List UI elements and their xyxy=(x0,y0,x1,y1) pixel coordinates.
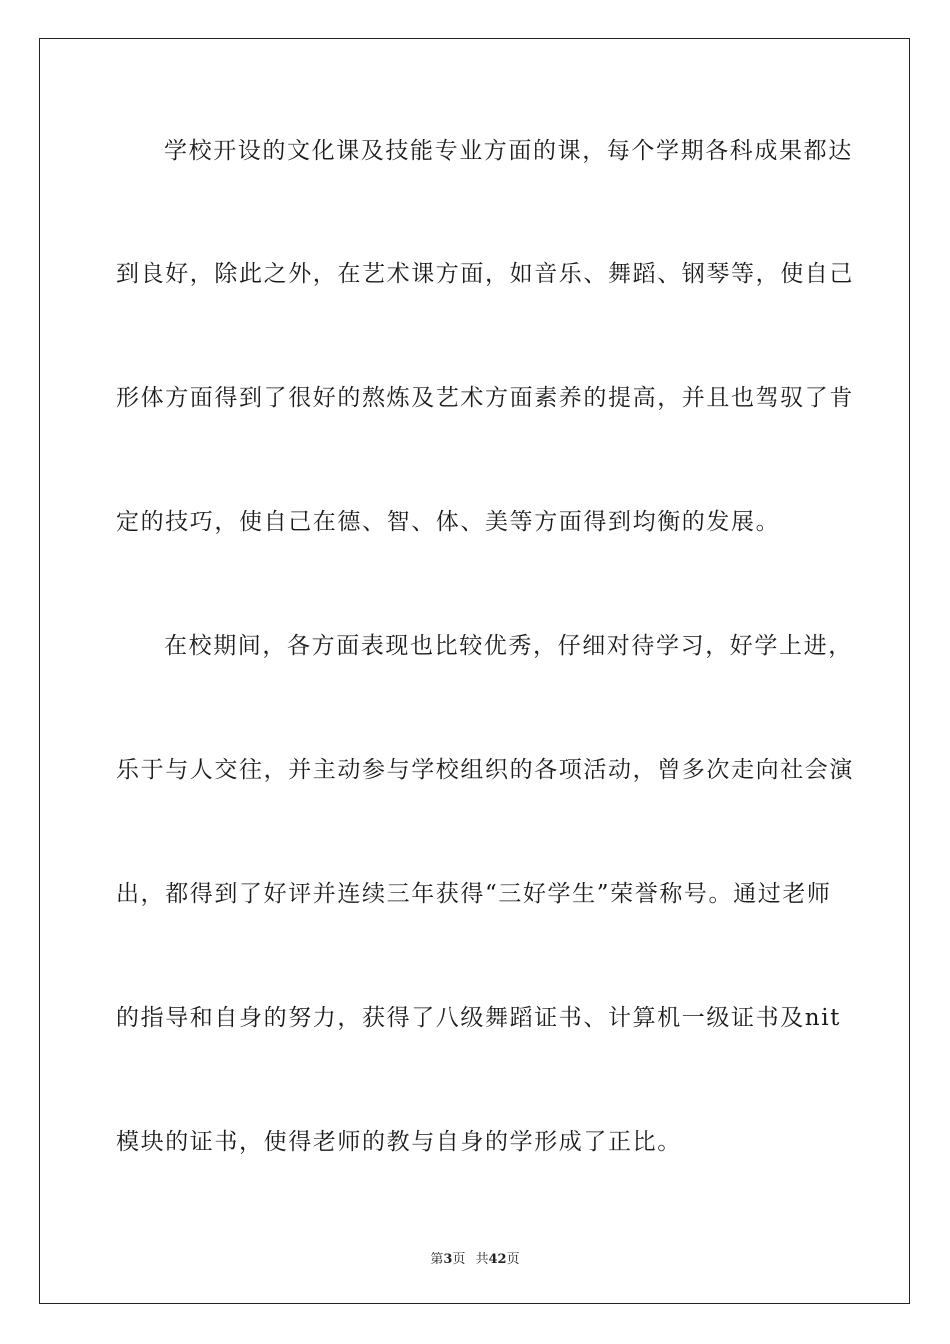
text-line: 定的技巧，使自己在德、智、体、美等方面得到均衡的发展。 xyxy=(116,509,781,535)
text-line: 在校期间，各方面表现也比较优秀，仔细对待学习，好学上进， xyxy=(164,633,853,659)
text-line: 到良好，除此之外，在艺术课方面，如音乐、舞蹈、钢琴等，使自己 xyxy=(116,261,854,287)
text-line: 形体方面得到了很好的熬炼及艺术方面素养的提高，并且也驾驭了肯 xyxy=(116,385,854,411)
text-line: 的指导和自身的努力，获得了八级舞蹈证书、计算机一级证书及nit xyxy=(116,1005,842,1031)
text-line: 出，都得到了好评并连续三年获得“三好学生”荣誉称号。通过老师 xyxy=(116,881,832,907)
total-suffix: 页 xyxy=(506,1252,520,1267)
page-suffix: 页 xyxy=(452,1252,466,1267)
page-border xyxy=(39,38,910,1304)
page-footer xyxy=(0,1248,950,1267)
text-line: 乐于与人交往，并主动参与学校组织的各项活动，曾多次走向社会演 xyxy=(116,757,854,783)
page-number: 3 xyxy=(443,1252,453,1267)
page-prefix: 第 xyxy=(430,1252,444,1267)
total-prefix: 共 xyxy=(475,1252,489,1267)
text-line: 模块的证书，使得老师的教与自身的学形成了正比。 xyxy=(116,1129,682,1155)
total-pages: 42 xyxy=(488,1252,507,1267)
text-line: 学校开设的文化课及技能专业方面的课，每个学期各科成果都达 xyxy=(164,138,853,164)
